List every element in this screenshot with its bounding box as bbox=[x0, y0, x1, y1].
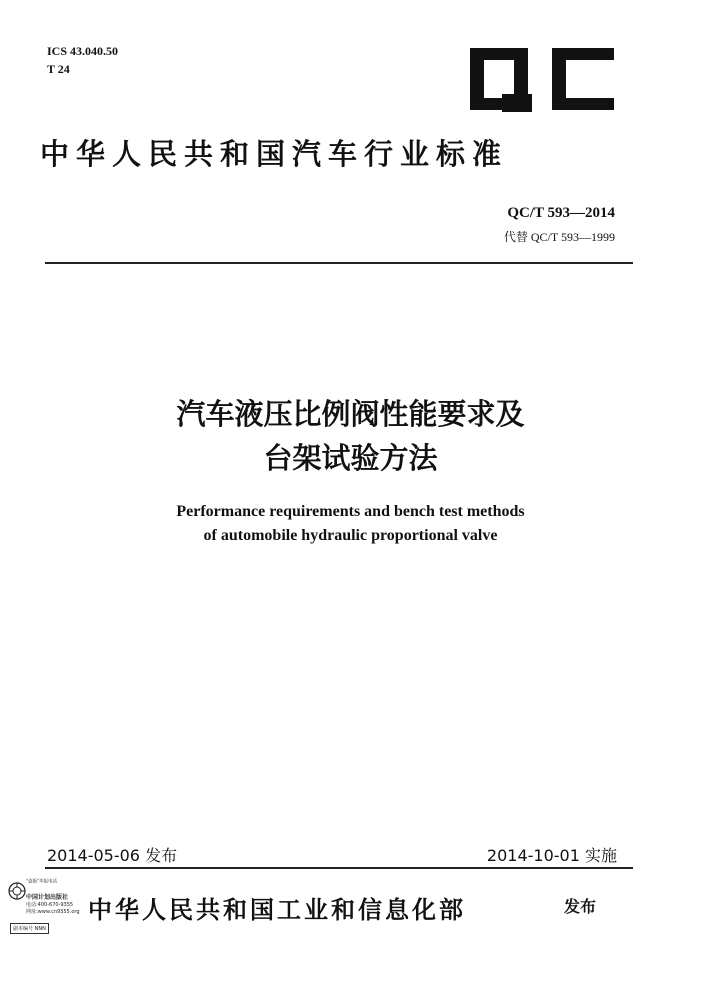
chinese-title-line-1: 汽车液压比例阀性能要求及 bbox=[176, 397, 525, 431]
anti-piracy-stamp bbox=[4, 876, 86, 958]
stamp-website: 网址:www.cn9355.org bbox=[26, 909, 80, 915]
publisher: 中华人民共和国工业和信息化部 bbox=[88, 896, 466, 924]
stamp-serial: 副本编号 NNN bbox=[10, 923, 49, 934]
english-title-line-1: Performance requirements and bench test methods bbox=[176, 503, 525, 520]
issue-date: 2014-05-06 发布 bbox=[47, 846, 178, 865]
stamp-phone: 电话:400-670-9355 bbox=[26, 902, 74, 908]
standard-number: QC/T 593—2014 bbox=[507, 205, 615, 221]
english-title bbox=[0, 500, 701, 548]
stamp-emblem-icon bbox=[8, 882, 26, 900]
classification-code: T 24 bbox=[47, 62, 70, 76]
publish-label: 发布 bbox=[564, 897, 597, 916]
bottom-divider bbox=[45, 867, 633, 869]
replaced-standard: 代替 QC/T 593—1999 bbox=[503, 230, 615, 244]
english-title-line-2: of automobile hydraulic proportional valve bbox=[203, 527, 498, 544]
standard-category-title: 中华人民共和国汽车行业标准 bbox=[40, 137, 509, 171]
stamp-publisher: 中国计划出版社 bbox=[26, 894, 69, 901]
chinese-title bbox=[0, 392, 701, 480]
stamp-line-1: "盗版"举报电话 bbox=[26, 878, 58, 885]
implementation-date: 2014-10-01 实施 bbox=[486, 846, 617, 865]
ics-code: ICS 43.040.50 bbox=[47, 44, 119, 58]
qc-logo bbox=[462, 44, 622, 116]
chinese-title-line-2: 台架试验方法 bbox=[263, 441, 438, 475]
top-divider bbox=[45, 262, 633, 264]
